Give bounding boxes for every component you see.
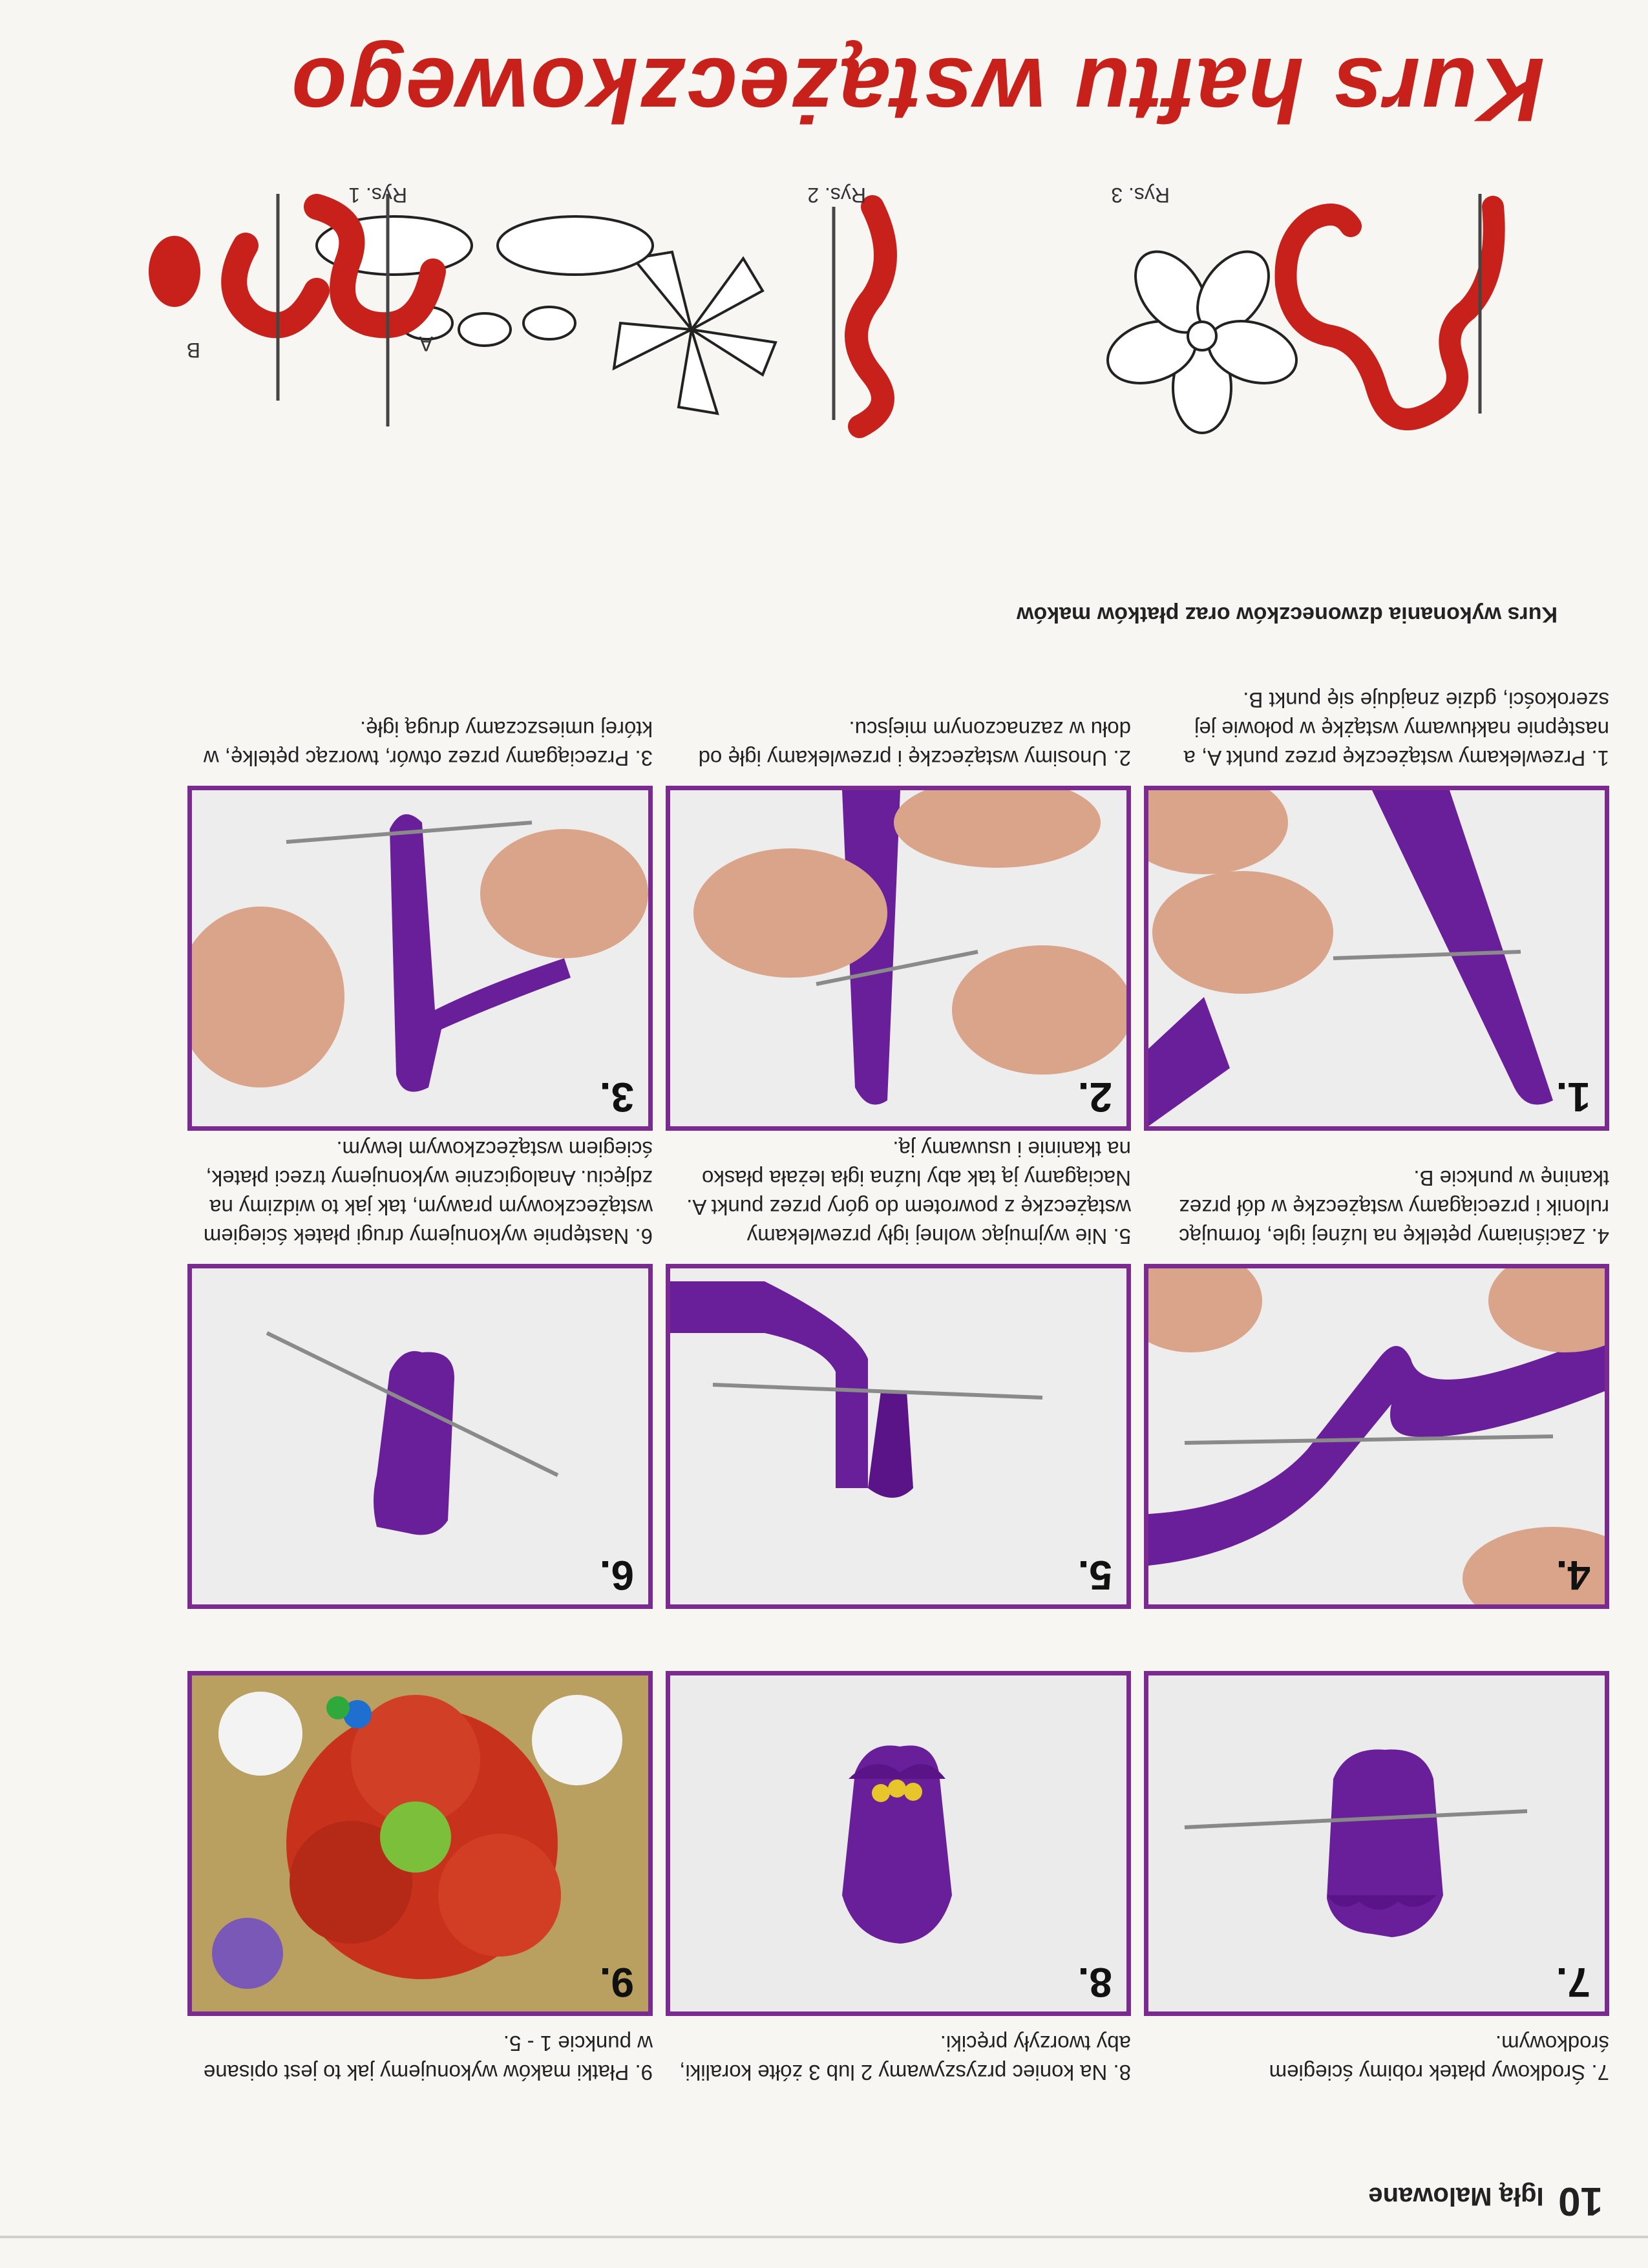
rys3-label: Rys. 1 <box>348 184 407 207</box>
step-5-number: 5. <box>1077 1552 1112 1599</box>
step-6-number: 6. <box>599 1552 634 1599</box>
step-2-illustration <box>670 790 1126 1126</box>
step-8-photo <box>666 1671 1131 2016</box>
step-2-text: 2. Unosimy wstążeczkę i przewlekamy igłę od dołu w zaznaczonym miejscu. <box>698 717 1131 770</box>
step-8 <box>666 1671 1131 2087</box>
step-2-photo <box>666 786 1131 1131</box>
step-1-photo <box>1144 786 1609 1131</box>
rys1-diagram <box>1100 194 1494 433</box>
page-title: Kurs haftu wstążeczkowego <box>289 39 1545 141</box>
step-4-illustration <box>1148 1268 1605 1604</box>
step-3-illustration <box>192 790 648 1126</box>
step-2 <box>666 715 1131 1131</box>
step-7-number: 7. <box>1556 1959 1590 2006</box>
step-5 <box>666 1135 1131 1609</box>
page-header <box>1368 2178 1603 2224</box>
step-6 <box>187 1135 653 1609</box>
step-8-text: 8. Na koniec przyszywamy 2 lub 3 żółte koraliki, aby tworzyły pręciki. <box>679 2032 1131 2084</box>
diagram-area <box>103 174 1558 510</box>
step-1 <box>1144 686 1609 1131</box>
step-1-text: 1. Przewlekamy wstążeczkę przez punkt A, a następnie nakłuwamy wstążkę w połowie jej szerokości, gdzie znajduje się punkt B. <box>1183 688 1609 770</box>
step-4-number: 4. <box>1556 1552 1590 1599</box>
step-9-illustration <box>192 1675 648 2011</box>
step-9 <box>187 1671 653 2087</box>
step-7-photo <box>1144 1671 1609 2016</box>
step-9-text: 9. Płatki maków wykonujemy jak to jest opisane w punkcie 1 - 5. <box>203 2032 653 2084</box>
step-4-text: 4. Zaciśniamy pętelkę na luźnej igle, formując rulonik i przeciągamy wstążeczkę w dół przez tkaninę w punkcie B. <box>1179 1166 1609 1248</box>
step-4 <box>1144 1164 1609 1609</box>
step-4-photo <box>1144 1264 1609 1609</box>
step-9-photo <box>187 1671 653 2016</box>
step-8-illustration <box>670 1675 1126 2011</box>
step-1-illustration <box>1148 790 1605 1126</box>
point-b-label: B <box>186 339 200 362</box>
rys2-label: Rys. 2 <box>807 184 866 207</box>
step-6-illustration <box>192 1268 648 1604</box>
step-3-text: 3. Przeciągamy przez otwór, tworząc pętelkę, w której umieszczamy drugą igłę. <box>203 717 653 770</box>
step-3-number: 3. <box>599 1074 634 1120</box>
step-9-number: 9. <box>599 1959 634 2006</box>
magazine-name: Igłą Malowane <box>1368 2182 1544 2210</box>
diagram-illustrations <box>103 174 1558 510</box>
step-7 <box>1144 1671 1609 2087</box>
step-6-text: 6. Następnie wykonujemy drugi płatek ściegiem wstążeczkowym prawym, tak jak to widzimy na zdjęciu. Analogicznie wykonujemy trzeci płatek, ściegiem wstążeczkowym lewym. <box>203 1137 653 1248</box>
step-6-photo <box>187 1264 653 1609</box>
page-number: 10 <box>1558 2179 1603 2223</box>
step-7-text: 7. Środkowy płatek robimy ściegiem środkowym. <box>1269 2032 1609 2084</box>
rys1-label: Rys. 3 <box>1111 184 1170 207</box>
step-5-illustration <box>670 1268 1126 1604</box>
step-2-number: 2. <box>1077 1074 1112 1120</box>
step-7-illustration <box>1148 1675 1605 2011</box>
step-3 <box>187 715 653 1131</box>
step-5-text: 5. Nie wyjmując wolnej igły przewlekamy wstążeczkę z powrotem do góry przez punkt A. Naciągamy ją tak aby luźna igła leżała płasko na tkaninie i usuwamy ją. <box>686 1137 1131 1248</box>
step-5-photo <box>666 1264 1131 1609</box>
step-3-photo <box>187 786 653 1131</box>
step-1-number: 1. <box>1556 1074 1590 1120</box>
step-8-number: 8. <box>1077 1959 1112 2006</box>
point-a-label: A <box>419 332 433 355</box>
section-title: Kurs wykonania dzwoneczków oraz płatków maków <box>1017 602 1558 627</box>
